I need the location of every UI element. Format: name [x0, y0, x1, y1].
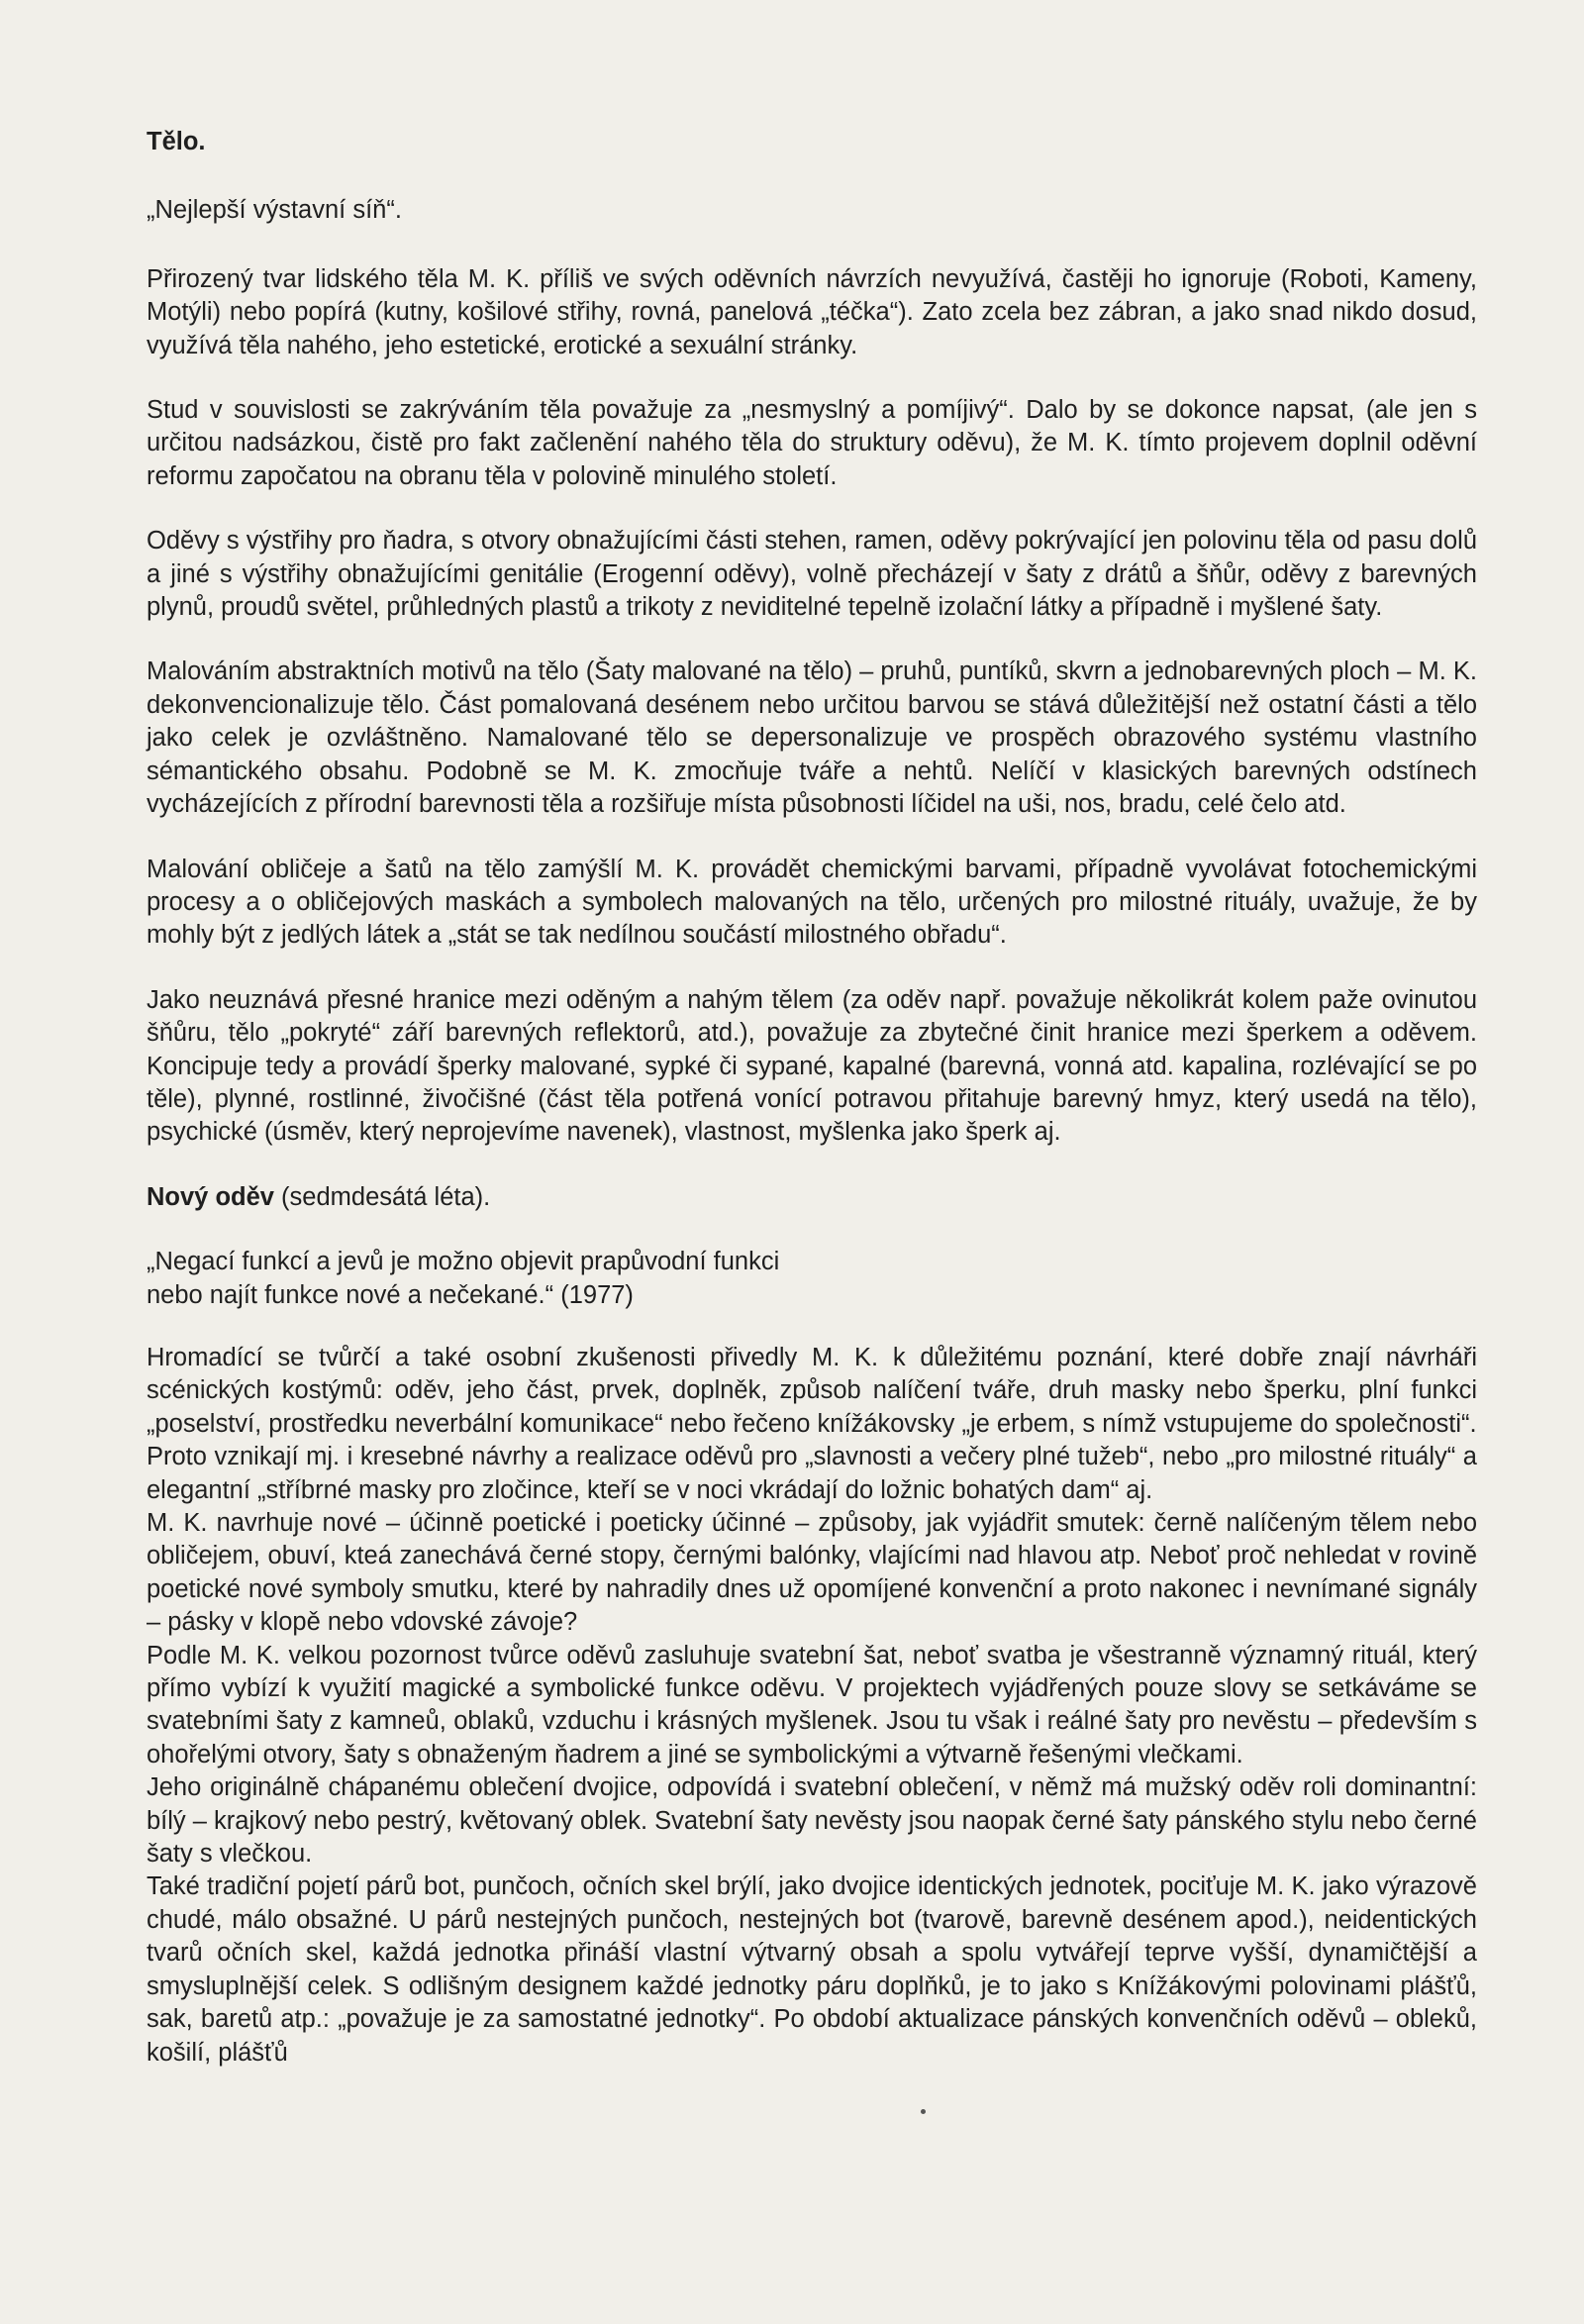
paragraph: Proto vznikají mj. i kresebné návrhy a realizace oděvů pro „slavnosti a večery plné tužeb“, nebo „pro milostné rituály“ a elegantní „stříbrné masky pro zločince, kteří se v noci vkrádají do ložnic bohatých dam“ aj. [147, 1443, 1477, 1504]
section-heading [147, 1181, 1477, 1214]
paragraph: Malování obličeje a šatů na tělo zamýšlí M. K. provádět chemickými barvami, případně vyvolávat fotochemickými procesy a o obličejových maskách a symbolech malovaných na tělo, určených pro milostné rituály, uvažuje, že by mohly být z jedlých látek a „stát se tak nedílnou součástí milostného obřadu“. [147, 855, 1477, 950]
paragraph: Malováním abstraktních motivů na tělo (Šaty malované na tělo) – pruhů, puntíků, skvrn a jednobarevných ploch – M. K. dekonvencionalizuje tělo. Část pomalovaná desénem nebo určitou barvou se stává důležitější než ostatní části a tělo jako celek je ozvláštněno. Namalované tělo se depersonalizuje ve prospěch obrazového systému vlastního sémantického obsahu. Podobně se M. K. zmocňuje tváře a nehtů. Nelíčí v klasických barevných odstínech vycházejících z přírodní barevnosti těla a rozšiřuje místa působnosti líčidel na uši, nos, bradu, celé čelo atd. [147, 657, 1477, 819]
motto: „Nejlepší výstavní síň“. [147, 196, 402, 225]
quote-line: nebo najít funkce nové a nečekané.“ (1977) [147, 1280, 634, 1309]
paragraph: Podle M. K. velkou pozornost tvůrce oděvů zasluhuje svatební šat, neboť svatba je všestranně významný rituál, který přímo vybízí k využití magické a symbolické funkce oděvu. V projektech vyjádřených pouze slovy se setkáváme se svatebními šaty z kamneů, oblaků, vzduchu i krásných myšlenek. Jsou tu však i reálné šaty pro nevěstu – především s ohořelými otvory, šaty s obnaženým ňadrem a jiné se symbolickými a výtvarně řešenými vlečkami. [147, 1641, 1477, 1768]
section-subtitle: (sedmdesátá léta). [273, 1182, 491, 1211]
document-body [147, 126, 1477, 2070]
paragraph: Přirozený tvar lidského těla M. K. příliš ve svých oděvních návrzích nevyužívá, častěji ho ignoruje (Roboti, Kameny, Motýli) nebo popírá (kutny, košilové střihy, rovná, panelová „téčka“). Zato zcela bez zábran, a jako snad nikdo dosud, využívá těla nahého, jeho estetické, erotické a sexuální stránky. [147, 264, 1477, 359]
paragraph: M. K. navrhuje nové – účinně poetické i poeticky účinné – způsoby, jak vyjádřit smutek: černě nalíčeným tělem nebo obličejem, obuví, kteá zanechává černé stopy, černými balónky, vlajícími nad hlavou atp. Neboť proč nehledat v rovině poetické nové symboly smutku, které by nahradily dnes už opomíjené konvenční a proto nakonec i nevnímané signály – pásky v klopě nebo vdovské závoje? [147, 1509, 1477, 1637]
section-title: Nový oděv [147, 1182, 274, 1211]
section-quote [147, 1246, 1477, 1312]
quote-line: „Negací funkcí a jevů je možno objevit prapůvodní funkci [147, 1248, 780, 1276]
paragraph: Jeho originálně chápanému oblečení dvojice, odpovídá i svatební oblečení, v němž má mužský oděv roli dominantní: bílý – krajkový nebo pestrý, květovaný oblek. Svatební šaty nevěsty jsou naopak černé šaty pánského stylu nebo černé šaty s vlečkou. [147, 1773, 1477, 1869]
paragraph: Jako neuznává přesné hranice mezi oděným a nahým tělem (za oděv např. považuje několikrát kolem paže ovinutou šňůru, tělo „pokryté“ září barevných reflektorů, atd.), považuje za zbytečné činit hranice mezi šperkem a oděvem. Koncipuje tedy a provádí šperky malované, sypké či sypané, kapalné (barevná, vonná atd. kapalina, rozlévající se po těle), plynné, rostlinné, živočišné (část těla potřená vonící potravou přitahuje barevný hmyz, který usedá na tělo), psychické (úsměv, který neprojevíme navenek), vlastnost, myšlenka jako šperk aj. [147, 985, 1477, 1147]
paragraph: Oděvy s výstřihy pro ňadra, s otvory obnažujícími části stehen, ramen, oděvy pokrývající jen polovinu těla od pasu dolů a jiné s výstřihy obnažujícími genitálie (Erogenní oděvy), volně přecházejí v šaty z drátů a šňůr, oděvy z barevných plynů, proudů světel, průhledných plastů a trikoty z neviditelné tepelně izolační látky a případně i myšlené šaty. [147, 527, 1477, 622]
page-heading: Tělo. [147, 128, 206, 155]
paragraph: Také tradiční pojetí párů bot, punčoch, očních skel brýlí, jako dvojice identických jednotek, pociťuje M. K. jako výrazově chudé, málo obsažné. U párů nestejných punčoch, nestejných bot (tvarově, barevně desénem apod.), neidentických tvarů očních skel, každá jednotka přináší vlastní výtvarný obsah a spolu vytvářejí teprve vyšší, dynamičtější a smysluplnější celek. S odlišným designem každé jednotky páru doplňků, je to jako s Knížákovými polovinami plášťů, sak, baretů atp.: „považuje je za samostatné jednotky“. Po období aktualizace pánských konvenčních oděvů – obleků, košilí, plášťů [147, 1872, 1477, 2067]
paragraph: Hromadící se tvůrčí a také osobní zkušenosti přivedly M. K. k důležitému poznání, které dobře znají návrháři scénických kostýmů: oděv, jeho část, prvek, doplněk, způsob nalíčení tváře, druh masky nebo šperku, plní funkci „poselství, prostředku neverbální komunikace“ nebo řečeno knížákovsky „je erbem, s nímž vstupujeme do společnosti“. [147, 1343, 1477, 1438]
ink-dot [921, 2109, 926, 2114]
paragraph: Stud v souvislosti se zakrýváním těla považuje za „nesmyslný a pomíjivý“. Dalo by se dokonce napsat, (ale jen s určitou nadsázkou, čistě pro fakt začlenění nahého těla do struktury oděvu), že M. K. tímto projevem doplnil oděvní reformu započatou na obranu těla v polovině minulého století. [147, 396, 1477, 490]
